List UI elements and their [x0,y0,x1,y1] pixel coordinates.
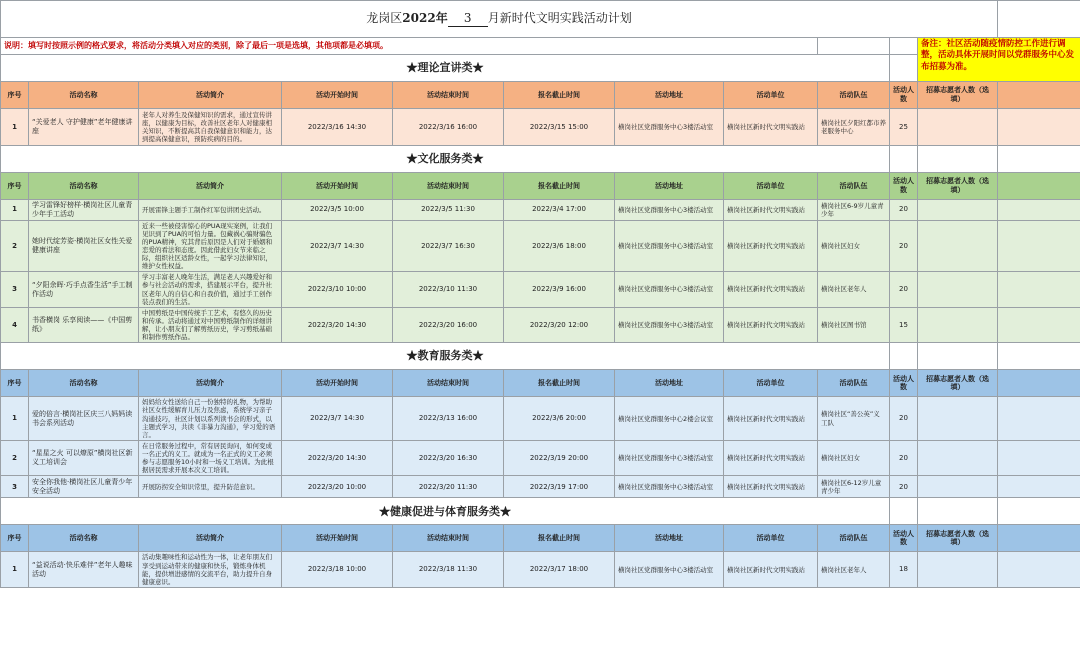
participant-count[interactable]: 20 [890,476,918,498]
empty-cell[interactable] [890,498,918,525]
empty-cell[interactable] [918,498,998,525]
column-header: 活动单位 [724,173,818,200]
signup-deadline[interactable]: 2022/3/20 12:00 [504,307,615,343]
column-header: 活动简介 [139,525,282,552]
table-row [1,397,1080,441]
activity-intro[interactable]: 开展雷锋主题手工制作红军包讲团史活动。 [139,200,282,221]
activity-name[interactable]: “关爱老人 守护健康”老年健康讲座 [29,109,139,146]
signup-deadline[interactable]: 2022/3/6 18:00 [504,220,615,272]
start-time[interactable]: 2022/3/10 10:00 [282,272,393,308]
column-header: 活动名称 [29,370,139,397]
empty-cell[interactable] [818,38,890,55]
activity-address[interactable]: 横岗社区党群服务中心3楼活动室 [615,200,724,221]
title-year: 2022年 [402,11,448,25]
activity-name[interactable]: 安全你我他·横岗社区儿童青少年安全活动 [29,476,139,498]
signup-deadline[interactable]: 2022/3/9 16:00 [504,272,615,308]
activity-address[interactable]: 横岗社区党群服务中心3楼活动室 [615,476,724,498]
signup-deadline[interactable]: 2022/3/15 15:00 [504,109,615,146]
volunteer-count[interactable] [918,476,998,498]
section-title-row [1,343,1080,370]
activity-team[interactable]: 横岗社区6-9岁儿童青少年 [818,200,890,221]
end-time[interactable]: 2022/3/5 11:30 [393,200,504,221]
column-header: 序号 [1,525,29,552]
activity-name[interactable]: “夕阳余晖·巧手点香生活”手工制作活动 [29,272,139,308]
volunteer-count[interactable] [918,552,998,588]
column-header: 活动地址 [615,370,724,397]
empty-cell[interactable] [998,173,1080,200]
empty-cell[interactable] [998,146,1080,173]
end-time[interactable]: 2022/3/7 16:30 [393,220,504,272]
activity-intro[interactable]: 中国剪纸是中国传统手工艺术，有悠久的历史和传承。活动将通过对中国剪纸制作的详细讲解，让小朋友们了解剪纸历史，学习剪纸基础和制作剪纸作品。 [139,307,282,343]
activity-unit[interactable]: 横岗社区新时代文明实践站 [724,397,818,441]
start-time[interactable]: 2022/3/7 14:30 [282,397,393,441]
section-title: ★文化服务类★ [1,146,890,173]
signup-deadline[interactable]: 2022/3/4 17:00 [504,200,615,221]
activity-name[interactable]: 书香横岗 乐享阅读——《中国剪纸》 [29,307,139,343]
title-prefix: 龙岗区 [366,11,403,25]
participant-count[interactable]: 18 [890,552,918,588]
table-row [1,307,1080,343]
column-header: 活动结束时间 [393,370,504,397]
column-header: 序号 [1,370,29,397]
end-time[interactable]: 2022/3/20 11:30 [393,476,504,498]
section-title: ★教育服务类★ [1,343,890,370]
page-title [1,1,998,38]
section-title-row [1,498,1080,525]
volunteer-count[interactable] [918,440,998,476]
activity-team[interactable]: 横岗社区6-12岁儿童青少年 [818,476,890,498]
column-header: 活动结束时间 [393,173,504,200]
table-row [1,552,1080,588]
empty-cell[interactable] [890,55,918,82]
activity-name[interactable]: 爱的倍言·横岗社区庆三八妈妈读书会系列活动 [29,397,139,441]
participant-count[interactable]: 15 [890,307,918,343]
column-header: 活动开始时间 [282,525,393,552]
activity-team[interactable]: 横岗社区妇女 [818,220,890,272]
activity-intro[interactable]: 开展防拐安全知识常里，提升防范意识。 [139,476,282,498]
row-number[interactable]: 1 [1,397,29,441]
start-time[interactable]: 2022/3/20 14:30 [282,307,393,343]
end-time[interactable]: 2022/3/20 16:00 [393,307,504,343]
activity-unit[interactable]: 横岗社区新时代文明实践站 [724,109,818,146]
volunteer-count[interactable] [918,200,998,221]
table-row [1,200,1080,221]
empty-cell[interactable] [998,1,1080,38]
end-time[interactable]: 2022/3/20 16:30 [393,440,504,476]
column-header: 活动人数 [890,173,918,200]
title-suffix: 月新时代文明实践活动计划 [487,11,632,25]
activity-address[interactable]: 横岗社区党群服务中心3楼活动室 [615,440,724,476]
empty-cell[interactable] [918,343,998,370]
activity-unit[interactable]: 横岗社区新时代文明实践站 [724,220,818,272]
activity-unit[interactable]: 横岗社区新时代文明实践站 [724,272,818,308]
column-header: 活动名称 [29,82,139,109]
empty-cell[interactable] [998,498,1080,525]
activity-name[interactable]: 她时代绽芳姿·横岗社区女性关爱健康讲座 [29,220,139,272]
end-time[interactable]: 2022/3/10 11:30 [393,272,504,308]
row-number[interactable]: 2 [1,440,29,476]
participant-count[interactable]: 20 [890,200,918,221]
column-header: 活动队伍 [818,370,890,397]
activity-team[interactable]: 横岗社区老年人 [818,552,890,588]
empty-cell[interactable] [998,272,1080,308]
column-header: 活动人数 [890,82,918,109]
activity-address[interactable]: 横岗社区党群服务中心3楼活动室 [615,109,724,146]
start-time[interactable]: 2022/3/7 14:30 [282,220,393,272]
activity-team[interactable]: 横岗社区“善公英”义工队 [818,397,890,441]
activity-intro[interactable]: 学习丰富老人晚年生活，满足老人兴趣爱好和参与社会活动的需求，搭建展示平台，提升社区老年人的自信心和自我价值，通过手工创作装点我们的生活。 [139,272,282,308]
empty-cell[interactable] [890,38,918,55]
activity-unit[interactable]: 横岗社区新时代文明实践站 [724,552,818,588]
row-number[interactable]: 3 [1,476,29,498]
row-number[interactable]: 1 [1,552,29,588]
title-row [1,1,1080,38]
participant-count[interactable]: 20 [890,440,918,476]
note-row [1,38,1080,55]
row-number[interactable]: 4 [1,307,29,343]
empty-cell[interactable] [998,82,1080,109]
section-title: ★健康促进与体育服务类★ [1,498,890,525]
column-header: 招募志愿者人数（选填） [918,370,998,397]
activity-name[interactable]: “星星之火 可以燎原”横岗社区新义工培训会 [29,440,139,476]
empty-cell[interactable] [890,146,918,173]
volunteer-count[interactable] [918,397,998,441]
column-header: 活动队伍 [818,82,890,109]
empty-cell[interactable] [998,476,1080,498]
participant-count[interactable]: 20 [890,220,918,272]
column-header: 序号 [1,82,29,109]
remark-note: 备注：社区活动随疫情防控工作进行调整，活动具体开展时间以党群服务中心发布招募为准。 [918,38,1080,82]
column-header: 活动地址 [615,525,724,552]
activity-intro[interactable]: 近来一些被侵害惊心的PUA现实案例，让我们见识到了PUA的可怕力量。包藏祸心骗财骗色的PUA精神，究其背后原因是人们对于婚姻和恋爱的看法和态度。因此借此妇女节来临之际，组织社区适龄女性，一起学习法律知识，维护女性权益。 [139,220,282,272]
column-header: 活动地址 [615,82,724,109]
signup-deadline[interactable]: 2022/3/19 20:00 [504,440,615,476]
row-number[interactable]: 1 [1,109,29,146]
column-header: 序号 [1,173,29,200]
signup-deadline[interactable]: 2022/3/17 18:00 [504,552,615,588]
column-header: 活动结束时间 [393,525,504,552]
column-header: 活动开始时间 [282,370,393,397]
empty-cell[interactable] [998,370,1080,397]
instruction-note: 说明：填写时按照示例的格式要求，将活动分类填入对应的类别，除了最后一项是选填，其他项都是必填项。 [1,38,818,55]
start-time[interactable]: 2022/3/20 14:30 [282,440,393,476]
activity-intro[interactable]: 活动集趣味性和运动性为一体，让老年朋友们享受到运动带来的健康和快乐，锻炼身体机能，提供增进感情的交流平台，助力提升自身健康意识。 [139,552,282,588]
activity-team[interactable]: 横岗社区老年人 [818,272,890,308]
column-header: 活动人数 [890,525,918,552]
empty-cell[interactable] [998,397,1080,441]
activity-intro[interactable]: 老年人对养生及保健知识的需求，通过宣传讲座，以健康为目标，改善社区老年人对健康相关知识，不断提高其自我保健意识和能力，达到提高保健意识，预防疾病的目的。 [139,109,282,146]
column-header: 招募志愿者人数（选填） [918,173,998,200]
table-row [1,476,1080,498]
start-time[interactable]: 2022/3/20 10:00 [282,476,393,498]
header-row [1,173,1080,200]
start-time[interactable]: 2022/3/18 10:00 [282,552,393,588]
activity-team[interactable]: 横岗社区妇女 [818,440,890,476]
participant-count[interactable]: 20 [890,397,918,441]
empty-cell[interactable] [998,440,1080,476]
section-title: ★理论宣讲类★ [1,55,890,82]
activity-intro[interactable]: 在日常服务过程中，常有居民询问，如何变成一名正式的义工。就成为一名正式的义工必须参与志愿服务10小时和一场义工培训。为此根据居民需求开展本次义工培训。 [139,440,282,476]
column-header: 活动开始时间 [282,173,393,200]
column-header: 活动名称 [29,525,139,552]
empty-cell[interactable] [998,343,1080,370]
activity-name[interactable]: 学习雷锋好榜样·横岗社区儿童青少年手工活动 [29,200,139,221]
signup-deadline[interactable]: 2022/3/6 20:00 [504,397,615,441]
column-header: 活动地址 [615,173,724,200]
empty-cell[interactable] [998,552,1080,588]
signup-deadline[interactable]: 2022/3/19 17:00 [504,476,615,498]
activity-name[interactable]: “益说活动·快乐难伴”老年人趣味活动 [29,552,139,588]
activity-team[interactable]: 横岗社区图书馆 [818,307,890,343]
column-header: 活动人数 [890,370,918,397]
start-time[interactable]: 2022/3/5 10:00 [282,200,393,221]
activity-team[interactable]: 横岗社区夕阳红都市养老服务中心 [818,109,890,146]
table-row [1,109,1080,146]
column-header: 报名截止时间 [504,370,615,397]
empty-cell[interactable] [918,146,998,173]
volunteer-count[interactable] [918,109,998,146]
activity-unit[interactable]: 横岗社区新时代文明实践站 [724,476,818,498]
activity-address[interactable]: 横岗社区党群服务中心3楼活动室 [615,552,724,588]
column-header: 招募志愿者人数（选填） [918,82,998,109]
column-header: 报名截止时间 [504,82,615,109]
column-header: 活动开始时间 [282,82,393,109]
column-header: 活动单位 [724,82,818,109]
empty-cell[interactable] [998,525,1080,552]
column-header: 报名截止时间 [504,525,615,552]
participant-count[interactable]: 20 [890,272,918,308]
empty-cell[interactable] [998,307,1080,343]
column-header: 活动单位 [724,525,818,552]
start-time[interactable]: 2022/3/16 14:30 [282,109,393,146]
header-row [1,82,1080,109]
row-number[interactable]: 3 [1,272,29,308]
end-time[interactable]: 2022/3/16 16:00 [393,109,504,146]
table-row [1,272,1080,308]
column-header: 活动简介 [139,173,282,200]
activity-address[interactable]: 横岗社区党群服务中心3楼活动室 [615,307,724,343]
column-header: 活动队伍 [818,173,890,200]
volunteer-count[interactable] [918,220,998,272]
volunteer-count[interactable] [918,272,998,308]
table-row [1,440,1080,476]
header-row [1,525,1080,552]
activity-unit[interactable]: 横岗社区新时代文明实践站 [724,440,818,476]
row-number[interactable]: 2 [1,220,29,272]
activity-address[interactable]: 横岗社区党群服务中心3楼活动室 [615,272,724,308]
empty-cell[interactable] [998,220,1080,272]
volunteer-count[interactable] [918,307,998,343]
column-header: 活动结束时间 [393,82,504,109]
table-row [1,220,1080,272]
activity-intro[interactable]: 妈妈给女性送给自己一份独特的礼物，为帮助社区女性缓解育儿压力及焦虑，系统学习亲子沟通技巧，社区计划以系列读书会的形式，以主题式学习，共读《非暴力沟通》，学习爱的语言。 [139,397,282,441]
column-header: 活动单位 [724,370,818,397]
header-row [1,370,1080,397]
column-header: 报名截止时间 [504,173,615,200]
row-number[interactable]: 1 [1,200,29,221]
activity-address[interactable]: 横岗社区党群服务中心3楼活动室 [615,220,724,272]
column-header: 活动队伍 [818,525,890,552]
participant-count[interactable]: 25 [890,109,918,146]
column-header: 活动简介 [139,82,282,109]
activity-unit[interactable]: 横岗社区新时代文明实践站 [724,200,818,221]
end-time[interactable]: 2022/3/18 11:30 [393,552,504,588]
column-header: 活动简介 [139,370,282,397]
section-title-row [1,146,1080,173]
activity-address[interactable]: 横岗社区党群服务中心2楼会议室 [615,397,724,441]
empty-cell[interactable] [998,200,1080,221]
activity-unit[interactable]: 横岗社区新时代文明实践站 [724,307,818,343]
end-time[interactable]: 2022/3/13 16:00 [393,397,504,441]
column-header: 活动名称 [29,173,139,200]
empty-cell[interactable] [998,109,1080,146]
empty-cell[interactable] [890,343,918,370]
title-month: 3 [448,11,488,27]
column-header: 招募志愿者人数（选填） [918,525,998,552]
